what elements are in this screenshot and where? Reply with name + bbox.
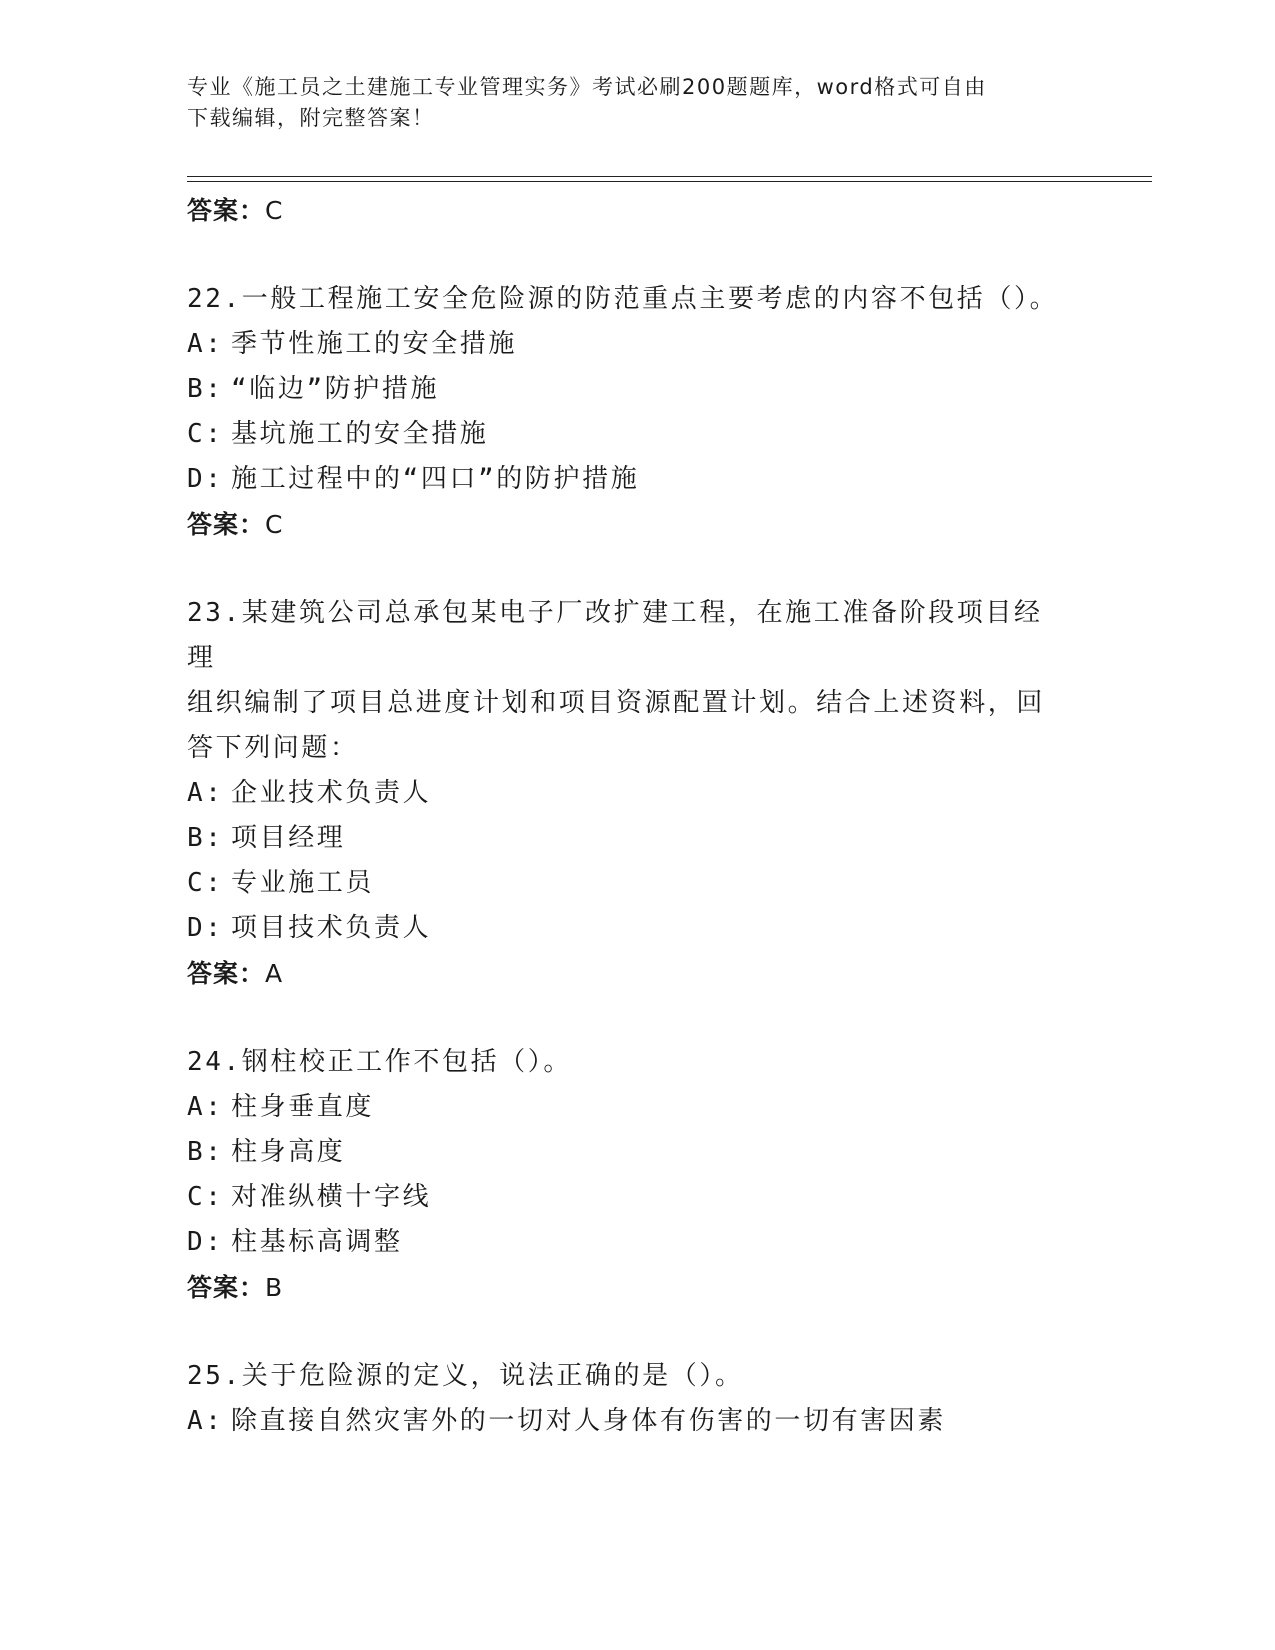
option-key: B: (187, 1137, 224, 1167)
spacer (187, 1310, 1087, 1354)
question-stem (187, 591, 1067, 681)
option-d (187, 457, 1087, 502)
option-key: D: (187, 913, 224, 943)
spacer (187, 996, 1087, 1040)
answer-value: A (265, 959, 284, 988)
question-23 (187, 591, 1087, 996)
option-d (187, 906, 1087, 951)
question-number: 25. (187, 1361, 242, 1391)
option-c (187, 861, 1087, 906)
question-text: 钢柱校正工作不包括（）。 (241, 1047, 572, 1077)
option-key: D: (187, 464, 224, 494)
option-text: 企业技术负责人 (231, 778, 432, 808)
question-text: 关于危险源的定义，说法正确的是（）。 (241, 1361, 744, 1391)
option-text: 基坑施工的安全措施 (231, 419, 489, 449)
option-key: D: (187, 1227, 224, 1257)
answer-label: 答案： (187, 510, 266, 539)
header-line-2: 下载编辑，附完整答案！ (187, 106, 435, 130)
answer-value: C (265, 510, 284, 539)
header-rule-bottom (187, 181, 1152, 182)
option-key: C: (187, 1182, 224, 1212)
question-text: 一般工程施工安全危险源的防范重点主要考虑的内容不包括（）。 (241, 284, 1059, 314)
option-text: 对准纵横十字线 (231, 1182, 432, 1212)
document-header (187, 72, 1067, 134)
option-d (187, 1220, 1087, 1265)
option-text: 季节性施工的安全措施 (231, 329, 518, 359)
spacer (187, 233, 1087, 277)
question-24 (187, 1040, 1087, 1310)
option-text: 施工过程中的“四口”的防护措施 (231, 464, 640, 494)
question-25 (187, 1354, 1087, 1444)
option-text: 专业施工员 (231, 868, 375, 898)
question-stem-continued: 答下列问题： (187, 733, 359, 763)
option-a (187, 1399, 1087, 1444)
option-a (187, 322, 1087, 367)
option-b (187, 1130, 1087, 1175)
option-text: “临边”防护措施 (231, 374, 440, 404)
question-text: 某建筑公司总承包某电子厂改扩建工程，在施工准备阶段项目经理 (187, 598, 1043, 673)
option-key: A: (187, 1406, 224, 1436)
option-b (187, 367, 1087, 412)
option-key: A: (187, 329, 224, 359)
answer-label: 答案： (187, 1273, 266, 1302)
option-a (187, 771, 1087, 816)
option-text: 柱基标高调整 (231, 1227, 403, 1257)
answer-value: B (265, 1273, 284, 1302)
option-text: 柱身垂直度 (231, 1092, 375, 1122)
question-stem (187, 1354, 1067, 1399)
header-line-1: 专业《施工员之土建施工专业管理实务》考试必刷200题题库，word格式可自由 (187, 75, 987, 99)
option-c (187, 412, 1087, 457)
question-22 (187, 277, 1087, 547)
answer-line (187, 1265, 1087, 1310)
option-text: 项目经理 (231, 823, 346, 853)
question-stem-continued: 组织编制了项目总进度计划和项目资源配置计划。结合上述资料，回 (187, 688, 1046, 718)
question-list (187, 188, 1087, 1444)
question-stem (187, 1040, 1067, 1085)
answer-line (187, 951, 1087, 996)
answer-value: C (265, 196, 284, 225)
option-b (187, 816, 1087, 861)
question-stem (187, 277, 1067, 322)
answer-label: 答案： (187, 959, 266, 988)
option-c (187, 1175, 1087, 1220)
option-key: A: (187, 778, 224, 808)
option-text: 除直接自然灾害外的一切对人身体有伤害的一切有害因素 (231, 1406, 947, 1436)
spacer (187, 547, 1087, 591)
question-number: 22. (187, 284, 242, 314)
question-number: 24. (187, 1047, 242, 1077)
option-key: A: (187, 1092, 224, 1122)
header-rule-top (187, 176, 1152, 177)
question-number: 23. (187, 598, 242, 628)
answer-line (187, 502, 1087, 547)
answer-label: 答案： (187, 196, 266, 225)
option-key: C: (187, 419, 224, 449)
option-text: 柱身高度 (231, 1137, 346, 1167)
option-key: C: (187, 868, 224, 898)
option-a (187, 1085, 1087, 1130)
option-key: B: (187, 823, 224, 853)
answer-line (187, 188, 1087, 233)
option-key: B: (187, 374, 224, 404)
option-text: 项目技术负责人 (231, 913, 432, 943)
